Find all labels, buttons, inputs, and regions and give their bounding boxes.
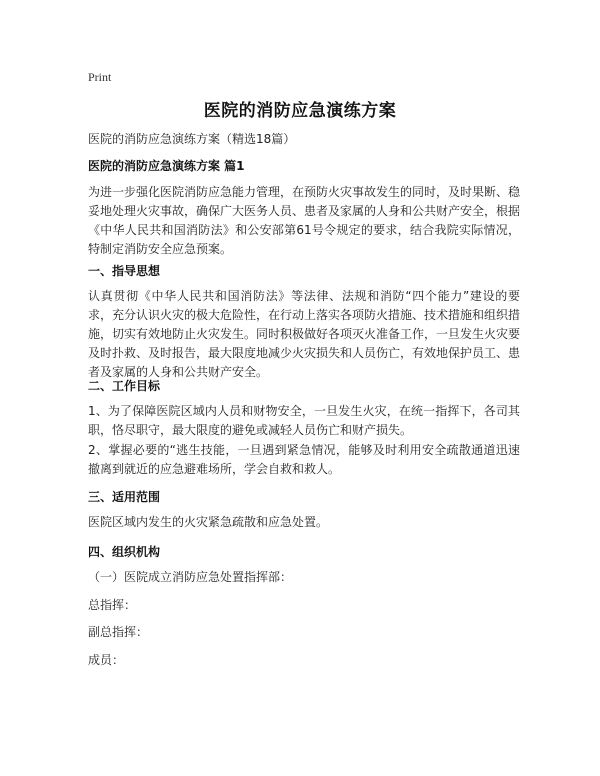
section-title: 医院的消防应急演练方案 篇1 <box>88 159 245 173</box>
work-goal-paragraph-1: 1、为了保障医院区域内人员和财物安全，一旦发生火灾，在统一指挥下，各司其职，恪尽职守，最大限度的避免或减轻人员伤亡和财产损失。 <box>88 404 520 437</box>
intro-paragraph: 为进一步强化医院消防应急能力管理，在预防火灾事故发生的同时，及时果断、稳妥地处理火灾事故，确保广大医务人员、患者及家属的人身和公共财产安全，根据《中华人民共和国消防法》和公安部第61号令规定的要求，结合我院实际情况，特制定消防安全应急预案。 <box>88 185 521 256</box>
section-heading-scope: 三、适用范围 <box>88 490 161 504</box>
organization-members: 成员： <box>88 653 125 667</box>
scope-paragraph: 医院区域内发生的火灾紧急疏散和应急处置。 <box>88 515 329 529</box>
page-title: 医院的消防应急演练方案 <box>203 101 397 121</box>
print-link[interactable]: Print <box>88 70 112 84</box>
organization-paragraph-headquarters: （一）医院成立消防应急处置指挥部： <box>88 570 293 584</box>
section-heading-guiding-ideology: 一、指导思想 <box>88 264 161 278</box>
document-subtitle: 医院的消防应急演练方案（精选18篇） <box>88 132 296 146</box>
organization-deputy-commander: 副总指挥： <box>88 625 149 639</box>
organization-commander: 总指挥： <box>88 598 137 612</box>
guiding-ideology-paragraph: 认真贯彻《中华人民共和国消防法》等法律、法规和消防“四个能力”建设的要求，充分认识火灾的极大危险性，在行动上落实各项防火措施、技术措施和组织措施，切实有效地防止火灾发生。同时积极做好各项灭火准备工作，一旦发生火灾要及时扑救、及时报告，最大限度地减少火灾损失和人员伤亡，有效地保护员工、患者及家属的人身和公共财产安全。 <box>88 289 521 379</box>
section-heading-work-goals: 二、工作目标 <box>88 379 161 393</box>
section-heading-organization: 四、组织机构 <box>88 545 161 559</box>
work-goal-paragraph-2: 2、掌握必要的“逃生技能，一旦遇到紧急情况，能够及时利用安全疏散通道迅速撤离到就近的应急避难场所，学会自救和救人。 <box>88 443 520 476</box>
